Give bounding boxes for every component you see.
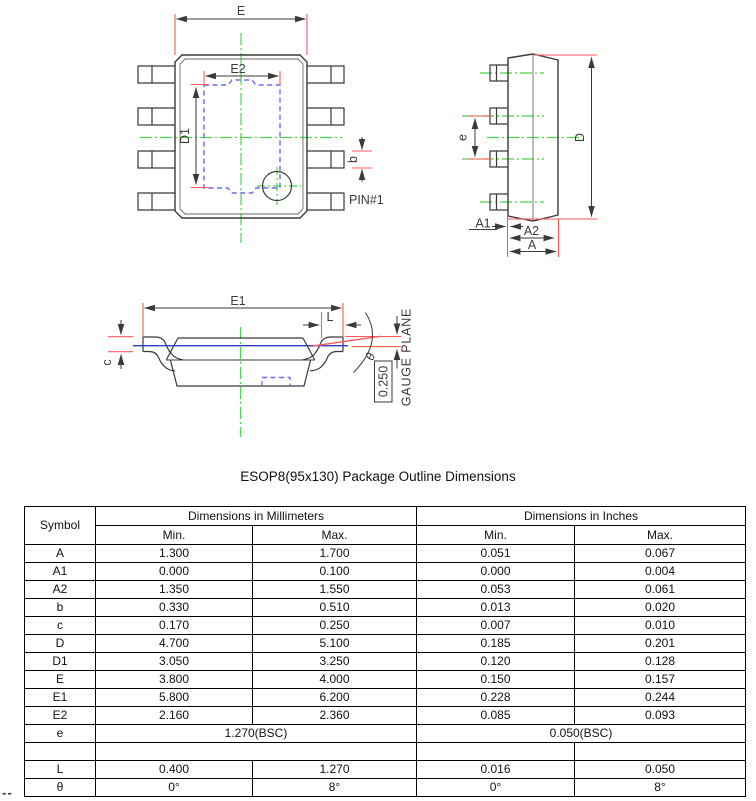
- dim-label-A2: A2: [523, 224, 540, 238]
- dim-label-E1: E1: [230, 294, 246, 308]
- gauge-offset-value: 0.250: [376, 365, 391, 398]
- dim-label-b: b: [346, 156, 360, 163]
- front-leads: [143, 337, 343, 371]
- header-mm: Dimensions in Millimeters: [96, 507, 417, 526]
- dim-label-D: D: [573, 132, 587, 143]
- table-row: E 3.800 4.000 0.150 0.157: [25, 671, 746, 689]
- table-row: L 0.400 1.270 0.016 0.050: [25, 761, 746, 779]
- table-row: c 0.170 0.250 0.007 0.010: [25, 617, 746, 635]
- header-inches: Dimensions in Inches: [417, 507, 746, 526]
- dim-label-E: E: [236, 4, 246, 18]
- red-extension-lines: [108, 303, 401, 352]
- dim-label-E2: E2: [230, 62, 246, 76]
- table-row: E1 5.800 6.200 0.228 0.244: [25, 689, 746, 707]
- centerlines: [462, 73, 581, 202]
- header-in-max: Max.: [575, 526, 746, 545]
- dim-label-theta: θ: [362, 351, 379, 363]
- gauge-plane-label: GAUGE PLANE: [399, 307, 414, 407]
- front-pad-notch: [262, 378, 290, 387]
- top-view: [138, 4, 384, 243]
- table-row: D 4.700 5.100 0.185 0.201: [25, 635, 746, 653]
- dim-label-A: A: [527, 238, 537, 252]
- side-view: [456, 54, 598, 257]
- exposed-pad: [204, 80, 280, 193]
- dim-label-e: e: [455, 134, 470, 141]
- table-row: θ 0° 8° 0° 8°: [25, 779, 746, 797]
- pin1-label: PIN#1: [349, 193, 384, 207]
- header-symbol: Symbol: [25, 507, 96, 545]
- header-in-min: Min.: [417, 526, 575, 545]
- table-row: A2 1.350 1.550 0.053 0.061: [25, 581, 746, 599]
- table-row-empty: [25, 743, 746, 761]
- dim-label-D1: D1: [178, 128, 192, 144]
- front-view: [100, 294, 414, 437]
- table-row: A1 0.000 0.100 0.000 0.004: [25, 563, 746, 581]
- header-mm-max: Max.: [253, 526, 417, 545]
- dim-label-A1: A1: [475, 216, 491, 231]
- dim-label-L: L: [326, 310, 334, 324]
- table-row: A 1.300 1.700 0.051 0.067: [25, 545, 746, 563]
- dim-label-c: c: [100, 359, 114, 366]
- table-row-bsc: e 1.270(BSC) 0.050(BSC): [25, 725, 746, 743]
- table-row: b 0.330 0.510 0.013 0.020: [25, 599, 746, 617]
- table-row: D1 3.050 3.250 0.120 0.128: [25, 653, 746, 671]
- page-title: ESOP8(95x130) Package Outline Dimensions: [240, 469, 516, 484]
- dimensions-table: [24, 506, 746, 797]
- table-row: E2 2.160 2.360 0.085 0.093: [25, 707, 746, 725]
- page-footer-mark: --: [2, 785, 13, 800]
- header-mm-min: Min.: [96, 526, 253, 545]
